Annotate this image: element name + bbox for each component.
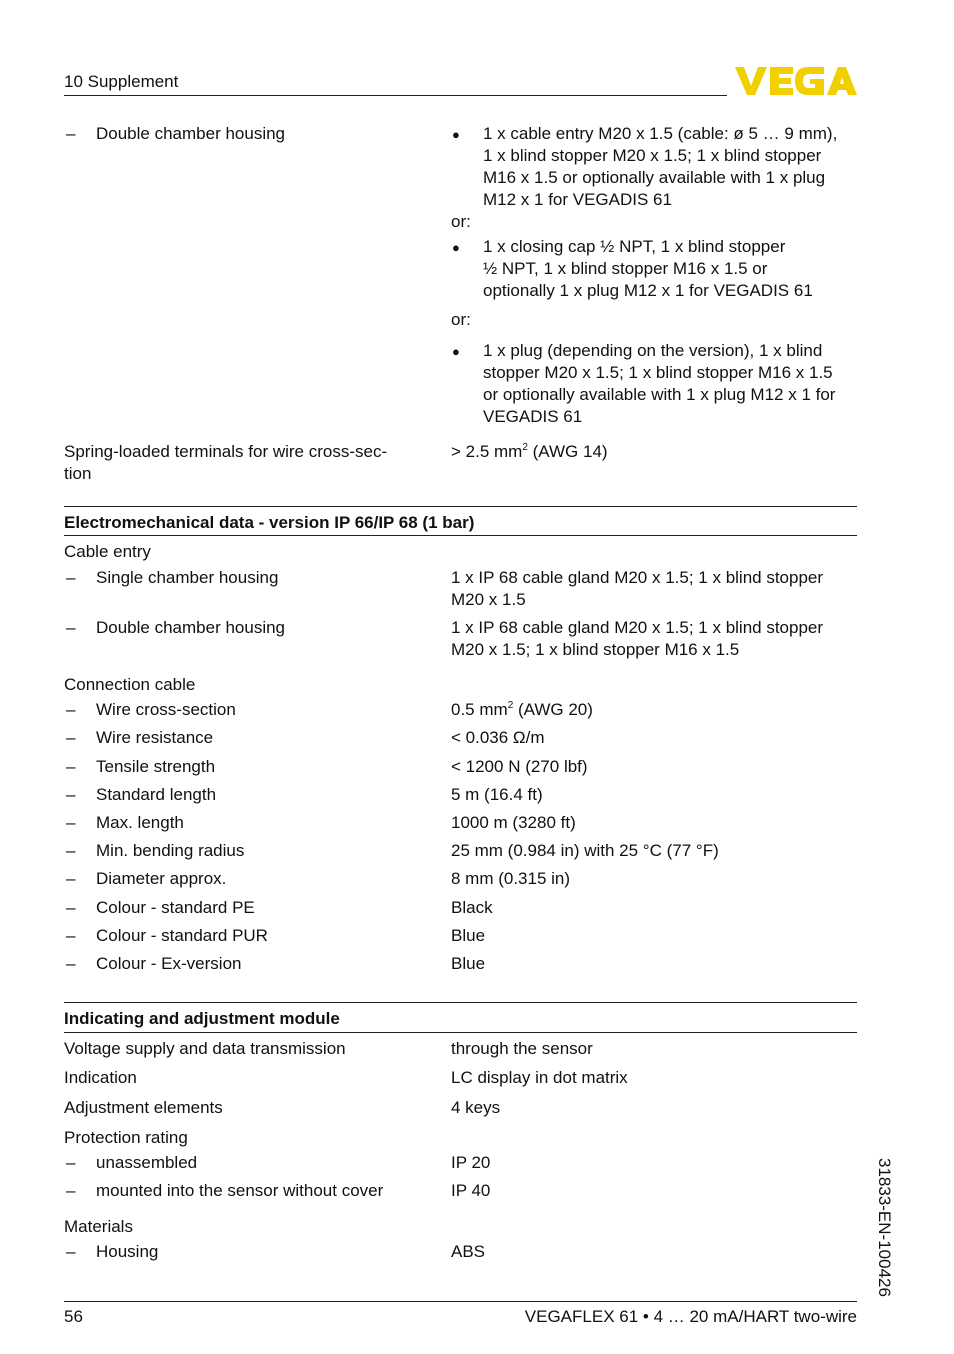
running-header: 10 Supplement <box>64 72 179 91</box>
spec-row-label: Wire resistance <box>96 728 214 747</box>
wire-cross-section-label: Wire cross-section <box>96 700 236 719</box>
section-title-indicating: Indicating and adjustment module <box>64 1009 340 1028</box>
dash-marker: – <box>66 728 76 747</box>
dash-marker: – <box>66 618 76 637</box>
section-rule-top <box>64 506 857 507</box>
bullet-3-line-3: or optionally available with 1 x plug M12 x 1 for <box>483 385 836 404</box>
dash-marker: – <box>66 1153 76 1172</box>
spec-row-value: 1000 m (3280 ft) <box>451 813 576 832</box>
dash-marker: – <box>66 926 76 945</box>
bullet-1-line-2: 1 x blind stopper M20 x 1.5; 1 x blind stopper <box>483 146 822 165</box>
double-chamber-value-1: 1 x IP 68 cable gland M20 x 1.5; 1 x blind stopper <box>451 618 824 637</box>
double-chamber-label-2: Double chamber housing <box>96 618 286 637</box>
bullet-1-line-3: M16 x 1.5 or optionally available with 1 x plug <box>483 168 826 187</box>
spring-terminals-label-2: tion <box>64 464 92 483</box>
dash-marker: – <box>66 841 76 860</box>
unassembled-value: IP 20 <box>451 1153 491 1172</box>
unassembled-label: unassembled <box>96 1153 198 1172</box>
dash-marker: – <box>66 757 76 776</box>
single-chamber-value-1: 1 x IP 68 cable gland M20 x 1.5; 1 x blind stopper <box>451 568 824 587</box>
spec-row-value: 8 mm (0.315 in) <box>451 869 571 888</box>
spec-row-value: through the sensor <box>451 1039 593 1058</box>
dash-marker: – <box>66 568 76 587</box>
spec-row-label: Min. bending radius <box>96 841 245 860</box>
spec-row-value: Blue <box>451 926 486 945</box>
spec-row-label: Colour - standard PUR <box>96 926 268 945</box>
spec-row-label: Colour - standard PE <box>96 898 255 917</box>
section-rule-bottom <box>64 1032 857 1033</box>
dash-marker: – <box>66 1181 76 1200</box>
dash-marker: – <box>66 124 76 143</box>
or-separator: or: <box>451 310 471 329</box>
bullet-1-line-1: 1 x cable entry M20 x 1.5 (cable: ø 5 … 9 mm), <box>483 124 838 143</box>
header-rule <box>64 95 727 96</box>
spec-row-value: < 1200 N (270 lbf) <box>451 757 588 776</box>
section-rule-bottom <box>64 535 857 536</box>
bullet-1-line-4: M12 x 1 for VEGADIS 61 <box>483 190 672 209</box>
dash-marker: – <box>66 785 76 804</box>
housing-value: ABS <box>451 1242 486 1261</box>
bullet-2-line-2: ½ NPT, 1 x blind stopper M16 x 1.5 or <box>483 259 768 278</box>
materials-label: Materials <box>64 1217 133 1236</box>
spec-row-label: Max. length <box>96 813 184 832</box>
spec-row-label: Voltage supply and data transmission <box>64 1039 346 1058</box>
or-separator: or: <box>451 212 471 231</box>
dash-marker: – <box>66 700 76 719</box>
dash-marker: – <box>66 898 76 917</box>
product-name: VEGAFLEX 61 • 4 … 20 mA/HART two-wire <box>524 1307 857 1326</box>
bullet-2-line-1: 1 x closing cap ½ NPT, 1 x blind stopper <box>483 237 786 256</box>
double-chamber-label: Double chamber housing <box>96 124 286 143</box>
spec-row-label: Colour - Ex-version <box>96 954 242 973</box>
dash-marker: – <box>66 869 76 888</box>
vega-logo <box>735 65 857 97</box>
dash-marker: – <box>66 813 76 832</box>
bullet-3-line-4: VEGADIS 61 <box>483 407 583 426</box>
spec-row-label: Indication <box>64 1068 137 1087</box>
spec-row-label: Adjustment elements <box>64 1098 223 1117</box>
bullet-marker: ● <box>452 344 460 359</box>
dash-marker: – <box>66 954 76 973</box>
double-chamber-value-2: M20 x 1.5; 1 x blind stopper M16 x 1.5 <box>451 640 740 659</box>
cable-entry-label: Cable entry <box>64 542 151 561</box>
protection-rating-label: Protection rating <box>64 1128 188 1147</box>
spec-row-value: 4 keys <box>451 1098 501 1117</box>
mounted-value: IP 40 <box>451 1181 491 1200</box>
housing-label: Housing <box>96 1242 159 1261</box>
section-rule-top <box>64 1002 857 1003</box>
spec-row-label: Diameter approx. <box>96 869 227 888</box>
bullet-marker: ● <box>452 240 460 255</box>
connection-cable-label: Connection cable <box>64 675 196 694</box>
spring-terminals-value: > 2.5 $mm^2$ (AWG 14) <box>451 442 608 461</box>
spec-row-value: 5 m (16.4 ft) <box>451 785 543 804</box>
spec-row-value: Blue <box>451 954 486 973</box>
mounted-label: mounted into the sensor without cover <box>96 1181 384 1200</box>
section-title-electromechanical: Electromechanical data - version IP 66/IP 68 (1 bar) <box>64 513 475 532</box>
single-chamber-value-2: M20 x 1.5 <box>451 590 526 609</box>
bullet-2-line-3: optionally 1 x plug M12 x 1 for VEGADIS 61 <box>483 281 813 300</box>
bullet-marker: ● <box>452 127 460 142</box>
single-chamber-label: Single chamber housing <box>96 568 279 587</box>
wire-cross-section-value: 0.5 $mm^2$ (AWG 20) <box>451 700 593 719</box>
bullet-3-line-1: 1 x plug (depending on the version), 1 x blind <box>483 341 823 360</box>
spec-row-value: 25 mm (0.984 in) with 25 °C (77 °F) <box>451 841 719 860</box>
page-number: 56 <box>64 1307 83 1326</box>
spec-row-value: < 0.036 Ω/m <box>451 728 545 747</box>
spec-row-value: LC display in dot matrix <box>451 1068 628 1087</box>
bullet-3-line-2: stopper M20 x 1.5; 1 x blind stopper M16 x 1.5 <box>483 363 833 382</box>
footer-rule <box>64 1301 857 1302</box>
spring-terminals-label-1: Spring-loaded terminals for wire cross-sec- <box>64 442 388 461</box>
document-code: 31833-EN-100426 <box>875 1158 894 1297</box>
spec-row-label: Tensile strength <box>96 757 216 776</box>
spec-row-label: Standard length <box>96 785 217 804</box>
spec-row-value: Black <box>451 898 493 917</box>
dash-marker: – <box>66 1242 76 1261</box>
